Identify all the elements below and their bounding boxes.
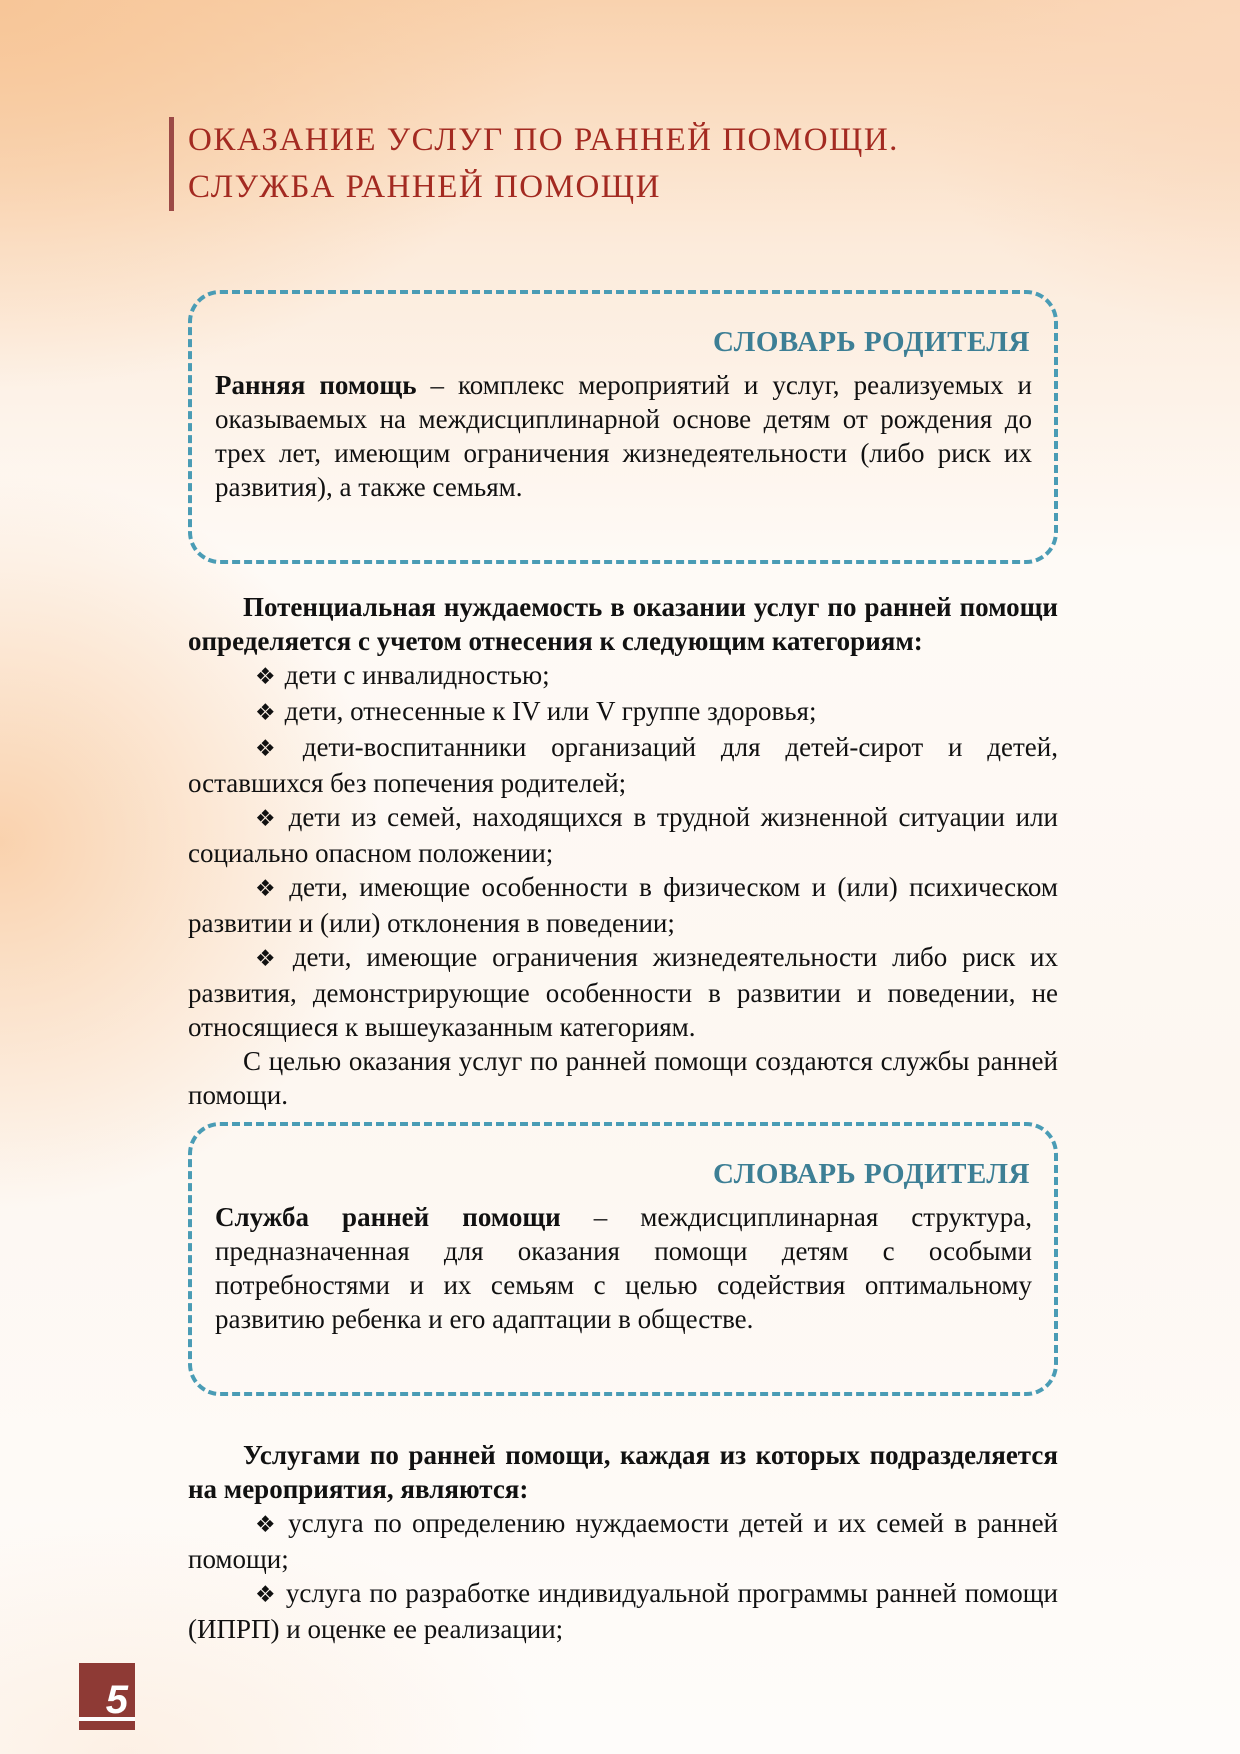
- page-number-badge: [79, 1663, 135, 1730]
- page-title: [169, 117, 1058, 211]
- list-item: [188, 658, 1058, 694]
- glossary-definition: [215, 368, 1032, 504]
- list-item-text: дети с инвалидностью;: [284, 660, 550, 690]
- bullet-diamond-icon: ❖: [255, 876, 281, 902]
- list-item: [188, 1506, 1058, 1576]
- glossary-header: СЛОВАРЬ РОДИТЕЛЯ: [712, 326, 1030, 358]
- bullet-diamond-icon: ❖: [255, 1512, 280, 1538]
- bullet-diamond-icon: ❖: [255, 700, 276, 726]
- list-item: [188, 800, 1058, 870]
- glossary-definition-text: – междисциплинарная структура, предназначенная для оказания помощи детям с особыми потребностями и их семьям с целью содействия оптимальному развитию ребенка и его адаптации в обществе.: [215, 1202, 1032, 1334]
- glossary-term: Служба ранней помощи: [215, 1202, 561, 1232]
- bullet-diamond-icon: ❖: [255, 664, 276, 690]
- list-item-text: услуга по разработке индивидуальной программы ранней помощи (ИПРП) и оценке ее реализации;: [188, 1578, 1058, 1644]
- glossary-box-early-help-service: [188, 1122, 1058, 1396]
- bullet-diamond-icon: ❖: [255, 806, 280, 832]
- glossary-box-early-help: [188, 290, 1058, 564]
- paragraph-services-intro: Услугами по ранней помощи, каждая из которых подразделяется на мероприятия, являются:: [188, 1440, 1058, 1504]
- page-title-line-1: ОКАЗАНИЕ УСЛУГ ПО РАННЕЙ ПОМОЩИ.: [188, 122, 899, 158]
- list-item-text: дети из семей, находящихся в трудной жизненной ситуации или социально опасном положении;: [188, 802, 1059, 868]
- list-item: [188, 1576, 1058, 1646]
- page-content: [0, 117, 1240, 1646]
- glossary-definition-text: – комплекс мероприятий и услуг, реализуемых и оказываемых на междисциплинарной основе детям от рождения до трех лет, имеющим ограничения жизнедеятельности (либо риск их развития), а также семьям.: [215, 370, 1032, 502]
- list-item: [188, 940, 1058, 1044]
- list-item-text: услуга по определению нуждаемости детей и их семей в ранней помощи;: [188, 1508, 1059, 1574]
- body-section-needs: [188, 590, 1058, 1112]
- paragraph-services-created: С целью оказания услуг по ранней помощи создаются службы ранней помощи.: [188, 1046, 1058, 1110]
- list-item-text: дети-воспитанники организаций для детей-сирот и детей, оставшихся без попечения родителей;: [188, 732, 1058, 798]
- bullet-diamond-icon: ❖: [255, 946, 284, 972]
- list-item: [188, 694, 1058, 730]
- glossary-term: Ранняя помощь: [215, 370, 417, 400]
- list-item: [188, 730, 1058, 800]
- list-item: [188, 870, 1058, 940]
- bullet-diamond-icon: ❖: [255, 1582, 277, 1608]
- list-item-text: дети, отнесенные к IV или V группе здоровья;: [284, 696, 817, 726]
- body-section-services: [188, 1438, 1058, 1646]
- page-number-square: [79, 1663, 135, 1722]
- bullet-diamond-icon: ❖: [255, 736, 294, 762]
- paragraph-needs-intro: Потенциальная нуждаемость в оказании услуг по ранней помощи определяется с учетом отнесения к следующим категориям:: [188, 592, 1058, 656]
- glossary-definition: [215, 1200, 1032, 1336]
- list-item-text: дети, имеющие ограничения жизнедеятельности либо риск их развития, демонстрирующие особенности в развитии и поведении, не относящиеся к вышеуказанным категориям.: [188, 942, 1059, 1042]
- page-number: 5: [105, 1678, 128, 1722]
- glossary-header: СЛОВАРЬ РОДИТЕЛЯ: [712, 1158, 1030, 1190]
- page-title-line-2: СЛУЖБА РАННЕЙ ПОМОЩИ: [188, 169, 661, 205]
- list-item-text: дети, имеющие особенности в физическом и (или) психическом развитии и (или) отклонения в поведении;: [188, 872, 1058, 938]
